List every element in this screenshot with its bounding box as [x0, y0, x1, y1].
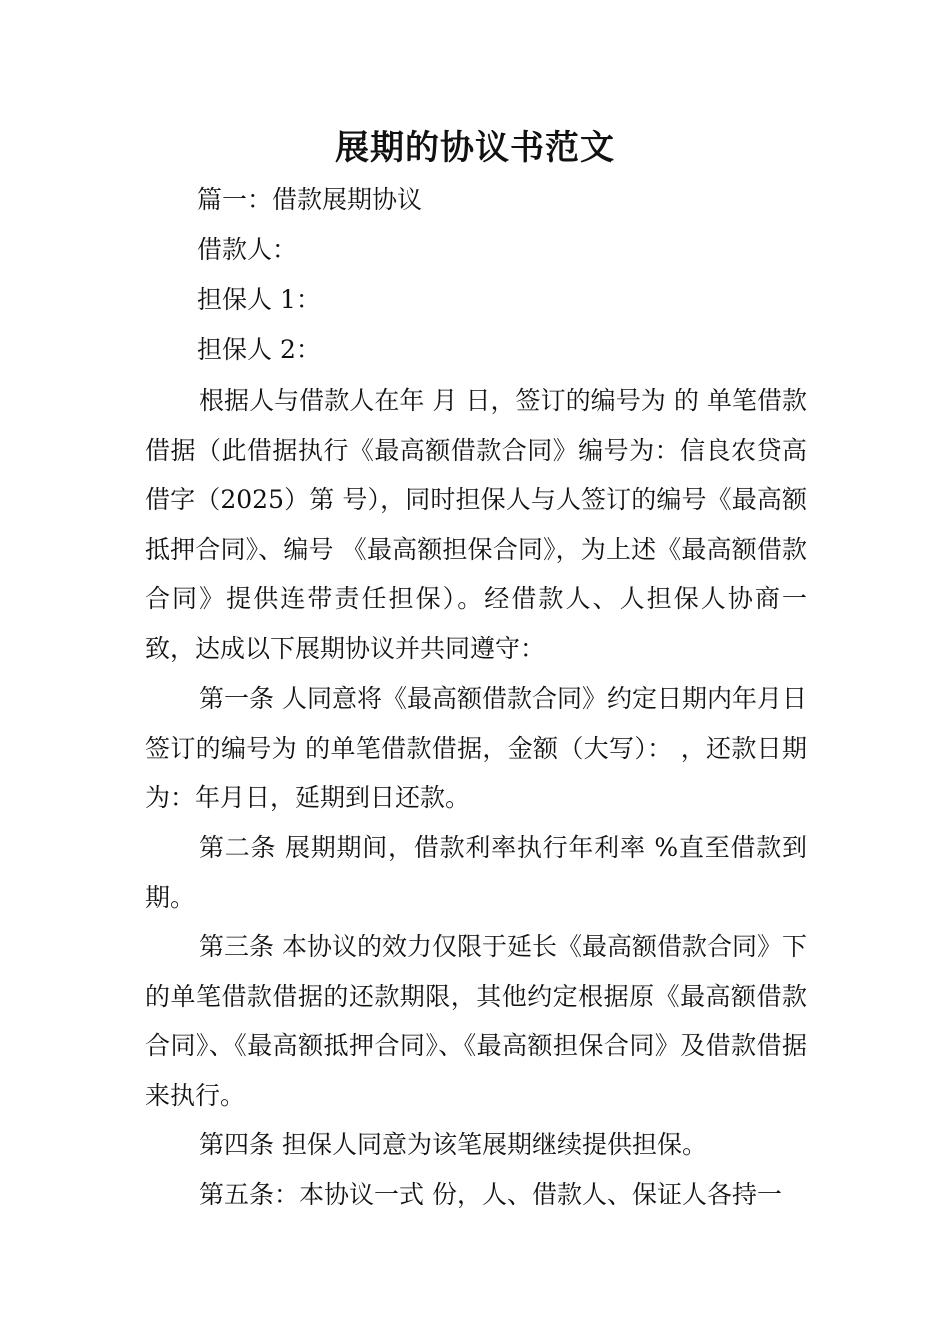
article-2-paragraph: 第二条 展期期间，借款利率执行年利率 %直至借款到期。	[145, 833, 807, 912]
document-title: 展期的协议书范文	[335, 128, 615, 168]
article-1-paragraph: 第一条 人同意将《最高额借款合同》约定日期内年月日签订的编号为 的单笔借款借据，金额（大写）： ，还款日期为：年月日，延期到日还款。	[145, 684, 807, 812]
guarantor-2-label: 担保人 2：	[197, 335, 321, 364]
borrower-label: 借款人：	[197, 235, 298, 264]
section-heading: 篇一：借款展期协议	[197, 185, 423, 214]
guarantor-1-label: 担保人 1：	[197, 285, 321, 314]
article-3-paragraph: 第三条 本协议的效力仅限于延长《最高额借款合同》下的单笔借款借据的还款期限，其他约定根据原《最高额借款合同》、《最高额抵押合同》、《最高额担保合同》及借款借据来执行。	[145, 932, 807, 1110]
article-5-paragraph: 第五条：本协议一式 份，人、借款人、保证人各持一	[199, 1180, 782, 1209]
preamble-paragraph: 根据人与借款人在年 月 日，签订的编号为 的 单笔借款借据（此借据执行《最高额借款合同》编号为：信良农贷高借字（2025）第 号），同时担保人与人签订的编号《最高额抵押合同》、编号 《最高额担保合同》，为上述《最高额借款合同》提供连带责任担保）。经借款人、人担保人协商一致，达成以下展期协议并共同遵守：	[145, 386, 807, 663]
article-4-paragraph: 第四条 担保人同意为该笔展期继续提供担保。	[199, 1130, 707, 1159]
